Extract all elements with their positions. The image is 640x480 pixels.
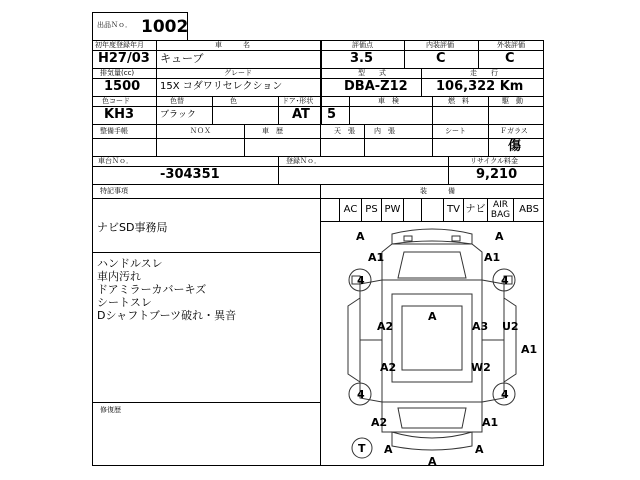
- damage-a1-fr: A1: [484, 251, 501, 264]
- doors-value: 5: [327, 107, 337, 122]
- interior-label: 内装評価: [426, 41, 454, 49]
- exterior-label: 外装評価: [497, 41, 525, 49]
- equip-ac: AC: [340, 198, 362, 222]
- equipment-row: [320, 198, 544, 222]
- recycle-label: リサイクル料金: [470, 157, 519, 165]
- equip-tv: TV: [444, 198, 464, 222]
- glass-value: 傷: [508, 139, 522, 154]
- notes-line-2: ハンドルスレ: [97, 257, 163, 270]
- color-label: 色: [230, 97, 237, 105]
- tire-rl: 4: [357, 388, 365, 401]
- fuel-label: 燃 料: [448, 97, 469, 105]
- notes-line-3: 車内汚れ: [97, 270, 141, 283]
- maint-label: 整備手帳: [100, 127, 128, 135]
- notes-line-6: Dシャフトブーツ破れ・異音: [97, 309, 237, 322]
- damage-rear-a-bottom: A: [428, 455, 437, 468]
- damage-rear-a-right: A: [475, 443, 484, 456]
- year-value: H27/03: [98, 51, 150, 66]
- interior-value: C: [436, 51, 446, 66]
- notes-line-5: シートスレ: [97, 296, 152, 309]
- mileage-value: 106,322 Km: [436, 79, 524, 94]
- repair-label: 修復歴: [100, 406, 121, 414]
- chassis-value: -304351: [160, 167, 220, 182]
- mileage-label: 走 行: [470, 69, 498, 77]
- damage-a1-fl: A1: [368, 251, 385, 264]
- damage-rear-a-left: A: [384, 443, 393, 456]
- glass-label: Ｆガラス: [500, 127, 528, 135]
- history-label: 車 歴: [262, 127, 283, 135]
- chassis-label: 車台Ｎｏ．: [98, 157, 133, 165]
- lot-number: 1002: [141, 17, 189, 37]
- equip-label: 装 備: [420, 187, 455, 195]
- color-code-label: 色コード: [102, 97, 130, 105]
- car-diagram: [320, 222, 544, 466]
- nox-label: ＮＯＸ: [190, 127, 211, 135]
- equip-airbag: [488, 198, 514, 222]
- score-label: 評価点: [352, 41, 373, 49]
- damage-w2-right: W2: [471, 361, 491, 374]
- equip-airbag-label: AIR BAG: [490, 200, 511, 220]
- reg-label: 登録Ｎｏ．: [286, 157, 321, 165]
- color-no-label: 色替: [170, 97, 184, 105]
- damage-u2-right: U2: [502, 320, 519, 333]
- damage-a2-rear-left: A2: [371, 416, 388, 429]
- damage-a3-right: A3: [472, 320, 489, 333]
- damage-a1-rear-right: A1: [482, 416, 499, 429]
- equip-pw: PW: [382, 198, 404, 222]
- model-label: 型 式: [358, 69, 386, 77]
- damage-front-a-right: A: [495, 230, 504, 243]
- mission-label: ドア･形状: [282, 97, 314, 105]
- year-label: 初年度登録年月: [95, 41, 144, 49]
- sunroof-label: 天 張: [334, 127, 355, 135]
- color-code-value: KH3: [104, 107, 134, 122]
- seat-label: シート: [445, 127, 466, 135]
- equip-navi: ナビ: [464, 198, 488, 222]
- grade-label: グレード: [224, 69, 252, 77]
- grade-value: 15X コダワリセレクション: [160, 81, 283, 92]
- tire-fl: 4: [357, 274, 365, 287]
- equip-ps: PS: [362, 198, 382, 222]
- notes-label: 特記事項: [100, 187, 128, 195]
- displacement-value: 1500: [104, 79, 141, 94]
- equip-abs: ABS: [519, 204, 539, 215]
- model-value: DBA-Z12: [344, 79, 408, 94]
- lot-box: [92, 12, 188, 41]
- damage-trunk-t: T: [358, 442, 366, 455]
- notes-line-4: ドアミラーカバーキズ: [97, 283, 207, 296]
- tire-rr: 4: [501, 388, 509, 401]
- name-label: 車 名: [215, 41, 250, 49]
- inspection-label: 車 検: [378, 97, 399, 105]
- damage-a2-left-rear: A2: [380, 361, 397, 374]
- recycle-value: 9,210: [476, 167, 518, 182]
- damage-front-a: A: [356, 230, 365, 243]
- drive-label: 駆 動: [502, 97, 523, 105]
- score-value: 3.5: [350, 51, 374, 66]
- car-name: キューブ: [160, 52, 204, 65]
- damage-a2-left-front: A2: [377, 320, 394, 333]
- displacement-label: 排気量(cc): [100, 69, 135, 77]
- tire-fr: 4: [501, 274, 509, 287]
- lot-label: 出品Ｎｏ．: [97, 21, 132, 29]
- damage-a1-right-side: A1: [521, 343, 538, 356]
- color-no-value: ブラック: [160, 110, 196, 120]
- exterior-value: C: [505, 51, 515, 66]
- notes-line1: ナビSD事務局: [97, 221, 168, 234]
- interior2-label: 内 張: [374, 127, 395, 135]
- mission-value: AT: [292, 107, 310, 122]
- damage-hood: A: [428, 310, 437, 323]
